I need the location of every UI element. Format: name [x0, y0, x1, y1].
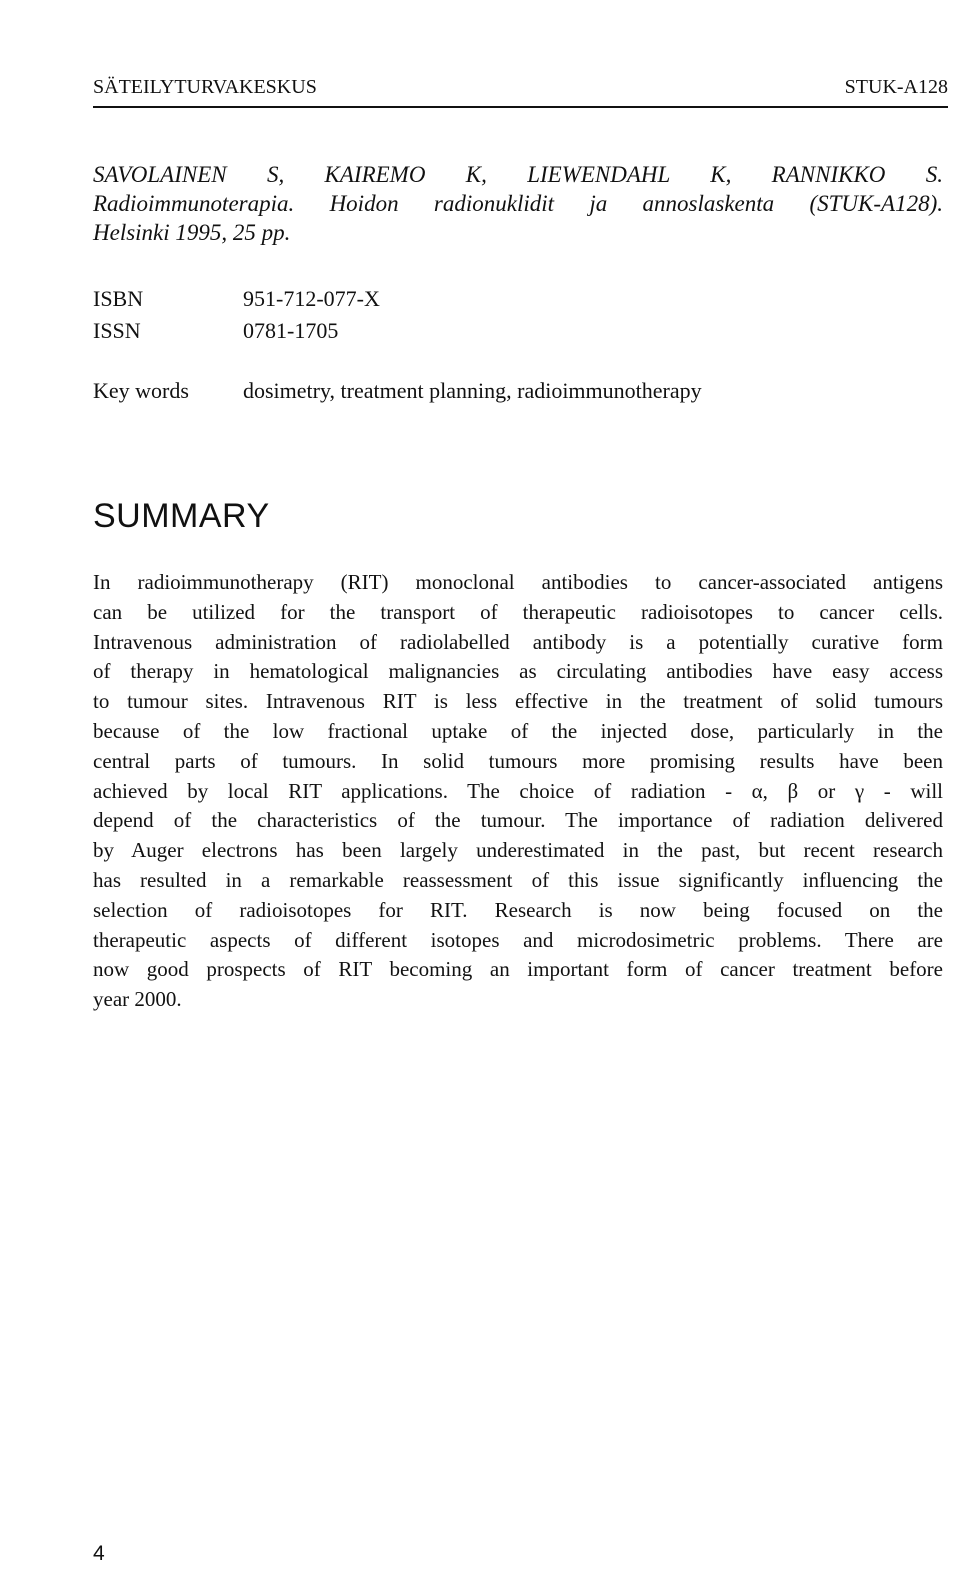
summary-line: of therapy in hematological malignancies as circulating antibodies have easy access	[93, 659, 943, 684]
summary-line: by Auger electrons has been largely underestimated in the past, but recent research	[93, 838, 943, 863]
summary-line: can be utilized for the transport of therapeutic radioisotopes to cancer cells.	[93, 599, 943, 624]
summary-line: depend of the characteristics of the tumour. The importance of radiation delivered	[93, 808, 943, 833]
keywords-label: Key words	[93, 378, 189, 403]
summary-line: central parts of tumours. In solid tumours more promising results have been	[93, 748, 943, 773]
citation-publication: Helsinki 1995, 25 pp.	[93, 220, 291, 245]
summary-line: now good prospects of RIT becoming an important form of cancer treatment before	[93, 957, 943, 982]
citation-title: Radioimmunoterapia. Hoidon radionuklidit ja annoslaskenta (STUK-A128).	[93, 191, 943, 216]
summary-line: In radioimmunotherapy (RIT) monoclonal antibodies to cancer-associated antigens	[93, 570, 943, 594]
issn-label: ISSN	[93, 318, 141, 343]
isbn-value: 951-712-077-X	[243, 286, 380, 311]
issn-value: 0781-1705	[243, 318, 339, 343]
bibliographic-citation	[93, 160, 943, 247]
summary-line: achieved by local RIT applications. The choice of radiation - α, β or γ - will	[93, 778, 943, 803]
summary-line: selection of radioisotopes for RIT. Research is now being focused on the	[93, 897, 943, 922]
citation-authors: SAVOLAINEN S, KAIREMO K, LIEWENDAHL K, RANNIKKO S.	[93, 162, 943, 187]
summary-line: year 2000.	[93, 987, 182, 1012]
running-header	[93, 76, 948, 108]
summary-heading: SUMMARY	[93, 497, 270, 535]
summary-line: therapeutic aspects of different isotopes and microdosimetric problems. There are	[93, 927, 943, 952]
header-report-id: STUK-A128	[844, 76, 948, 98]
summary-line: because of the low fractional uptake of the injected dose, particularly in the	[93, 718, 943, 743]
page-number: 4	[93, 1542, 105, 1565]
summary-line: has resulted in a remarkable reassessment of this issue significantly influencing the	[93, 867, 943, 892]
summary-line: Intravenous administration of radiolabelled antibody is a potentially curative form	[93, 629, 943, 654]
isbn-label: ISBN	[93, 286, 144, 311]
keywords-value: dosimetry, treatment planning, radioimmunotherapy	[243, 378, 702, 403]
summary-line: to tumour sites. Intravenous RIT is less effective in the treatment of solid tumours	[93, 689, 943, 714]
header-publisher: SÄTEILYTURVAKESKUS	[93, 76, 317, 98]
summary-paragraph	[93, 568, 943, 1015]
